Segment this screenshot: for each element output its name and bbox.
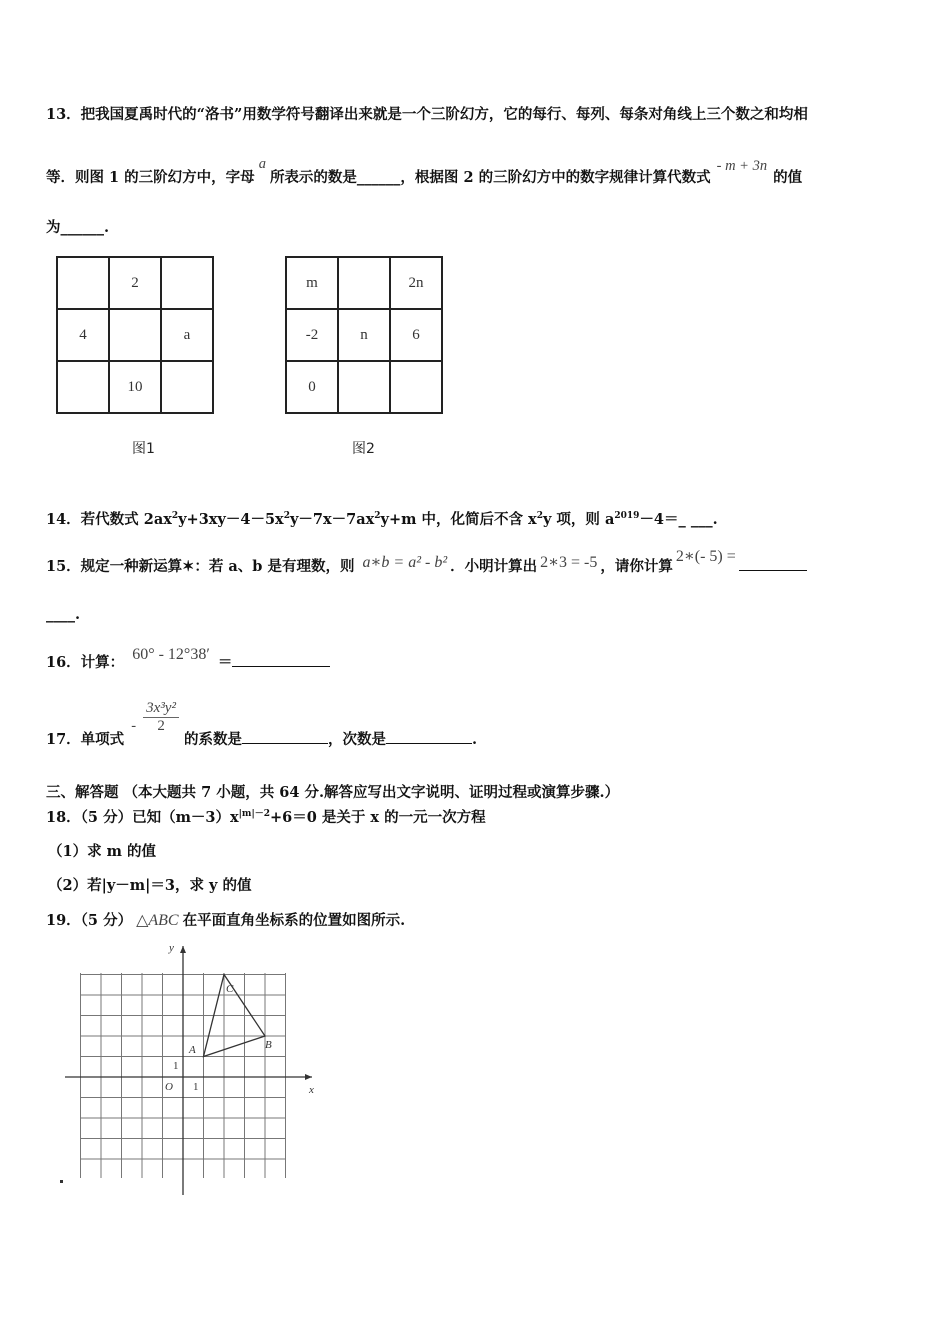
fig2-caption: 图2 — [352, 441, 375, 457]
magic-square-fig1 — [56, 256, 214, 414]
q19-triangle: △ABC — [136, 912, 179, 929]
q18-sub1: （1）求 m 的值 — [48, 843, 157, 860]
q18-sub2: （2）若|y－m|＝3，求 y 的值 — [48, 877, 252, 894]
q16-answer-blank[interactable] — [232, 652, 330, 667]
q15-answer-blank[interactable] — [739, 556, 807, 571]
fig2-cell: 6 — [390, 309, 442, 361]
q15-ask: 2∗(- 5) = — [675, 548, 736, 565]
origin-label: O — [165, 1081, 173, 1093]
expr-m3n: - m + 3n — [716, 158, 768, 174]
fig1-caption: 图1 — [132, 441, 155, 457]
q15-rule: a∗b = a² - b² — [362, 554, 448, 571]
q18: 18．（5 分）已知$(m-3)x^{|m|-2}+6=0$ 是关于 x 的一元一次方程 — [46, 809, 486, 826]
fig2-cell: 2n — [390, 257, 442, 309]
q15-tail: ____. — [46, 606, 81, 623]
y-axis-label: y — [169, 942, 174, 954]
fig2-cell: -2 — [286, 309, 338, 361]
point-c-label: C — [226, 983, 234, 995]
q13-line3: 为______. — [46, 219, 110, 236]
fig1-cell — [57, 361, 109, 413]
q15: 15．规定一种新运算✶：若 a、b 是有理数，则 a∗b = a² - b² ．小明计算出 2∗3 = -5 ，请你计算2∗(- 5) = — [46, 555, 807, 576]
x-axis-arrow — [305, 1074, 312, 1080]
q14: 14．若代数式 $2ax^2y+3xy-4-5x^2y-7x-7ax^2y+m$ 中，化简后不含 $x^2y$ 项，则 $a^{2019}-4=\_$ ___. — [46, 511, 718, 528]
q15-given: 2∗3 = -5 — [540, 554, 598, 571]
point-b-label: B — [265, 1039, 272, 1051]
q19: 19．（5 分） △ABC 在平面直角坐标系的位置如图所示. — [46, 912, 406, 929]
fig2-cell — [390, 361, 442, 413]
q17-degree-blank[interactable] — [386, 729, 472, 744]
point-a-label: A — [189, 1044, 196, 1056]
fig2-cell: 0 — [286, 361, 338, 413]
q17-coef-blank[interactable] — [242, 729, 328, 744]
q16-expr: 60° - 12°38′ — [132, 646, 210, 663]
fig1-cell — [161, 361, 213, 413]
q13-line2: 等．则图 1 的三阶幻方中，字母a所表示的数是______，根据图 2 的三阶幻方中的数字规律计算代数式- m + 3n的值 — [46, 156, 803, 186]
fig1-cell — [57, 257, 109, 309]
fig2-cell: m — [286, 257, 338, 309]
x-axis-label: x — [309, 1084, 314, 1096]
fig1-cell: 2 — [109, 257, 161, 309]
fig1-cell — [109, 309, 161, 361]
fig1-cell — [161, 257, 213, 309]
fig1-cell: a — [161, 309, 213, 361]
coordinate-plane — [60, 940, 330, 1202]
y-tick-1: 1 — [173, 1060, 179, 1072]
magic-square-fig2 — [285, 256, 443, 414]
fig1-cell: 10 — [109, 361, 161, 413]
section3-title: 三、解答题 （本大题共 7 小题，共 64 分.解答应写出文字说明、证明过程或演算步骤.） — [46, 784, 620, 801]
y-axis-arrow — [180, 946, 186, 953]
fig1-cell: 4 — [57, 309, 109, 361]
x-tick-1: 1 — [193, 1081, 199, 1093]
q13-line1: 13．把我国夏禹时代的“洛书”用数学符号翻译出来就是一个三阶幻方，它的每行、每列、每条对角线上三个数之和均相 — [46, 106, 808, 123]
q16: 16．计算： 60° - 12°38′ ＝ — [46, 651, 330, 672]
q17-fraction: $\frac{\text{3x³y²}}{2}$ — [143, 700, 179, 735]
fig2-cell — [338, 257, 390, 309]
axes — [65, 946, 312, 1195]
var-a: a — [258, 156, 266, 172]
fig2-cell — [338, 361, 390, 413]
fig2-cell: n — [338, 309, 390, 361]
stray-dot — [60, 1180, 63, 1183]
q17: 17．单项式 - $\frac{\text{3x³y²}}{2}$ 的系数是 ，次数是 . — [46, 700, 478, 748]
